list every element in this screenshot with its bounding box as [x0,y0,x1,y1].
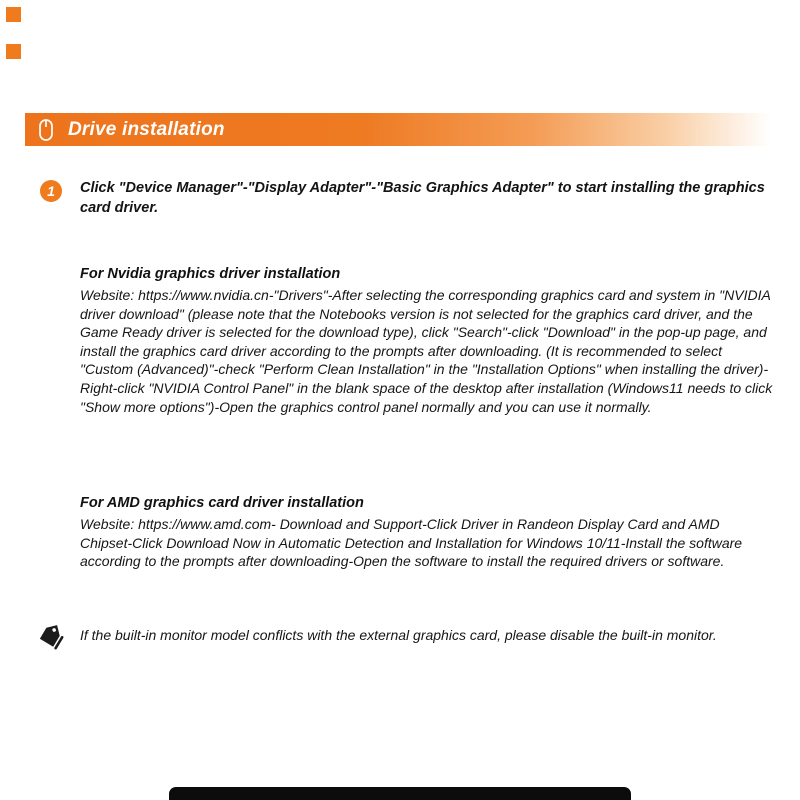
amd-heading: For AMD graphics card driver installation [80,495,364,511]
tag-icon [36,624,68,652]
note-text: If the built-in monitor model conflicts with the external graphics card, please disable the built-in monitor. [80,627,717,643]
step-1-text: Click "Device Manager"-"Display Adapter"-"Basic Graphics Adapter" to start installing the graphics card driver. [80,180,765,216]
nvidia-body: Website: https://www.nvidia.cn-"Drivers"-After selecting the corresponding graphics card and system in "NVIDIA driver download" (please note that the Notebooks version is not selected for the graphics card driver, and the Game Ready driver is selected for the download type), click "Search"-click "Download" in the pop-up page, and install the graphics card driver according to the prompts after downloading. (It is recommended to select "Custom (Advanced)"-check "Perform Clean Installation" in the "Installation Options" when installing the driver)-Right-click "NVIDIA Control Panel" in the blank space of the desktop after installation (Windows11 needs to click "Show more options")-Open the graphics control panel normally and you can use it normally. [80,287,773,415]
nvidia-section [80,266,774,416]
amd-body: Website: https://www.amd.com- Download and Support-Click Driver in Randeon Display Card and AMD Chipset-Click Download Now in Automatic Detection and Installation for Windows 10/11-Install the software according to the prompts after downloading-Open the software to install the required drivers or software. [80,516,743,570]
amd-section [80,495,774,571]
builtin-monitor-note [36,624,772,652]
mouse-icon [39,119,53,141]
header-title: Drive installation [68,118,225,140]
step-1 [40,179,772,218]
nvidia-heading: For Nvidia graphics driver installation [80,266,341,282]
corner-square-second [6,44,21,59]
step-number-badge: 1 [40,180,62,202]
corner-square-top [6,7,21,22]
section-header-bar [25,113,771,146]
bottom-black-bar [169,787,631,800]
